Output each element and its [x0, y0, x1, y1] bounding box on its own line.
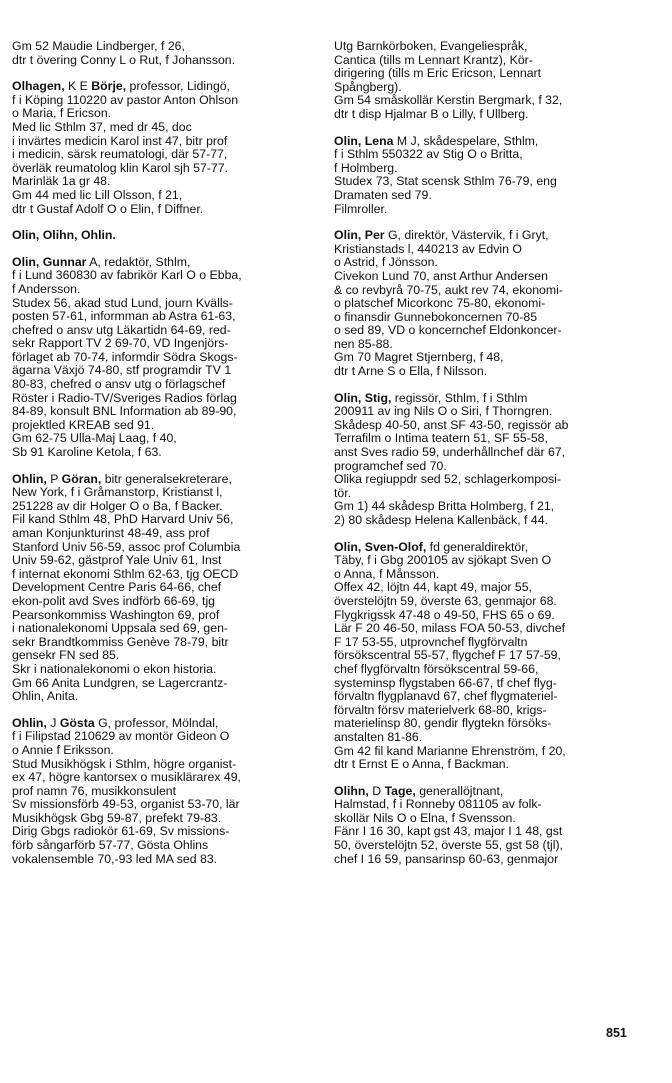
entry-line — [12, 364, 320, 378]
entry-line — [334, 40, 652, 54]
entry-line — [12, 513, 320, 527]
entry-line — [12, 486, 320, 500]
entry-line — [12, 677, 320, 691]
entry-text: G, professor, Mölndal, — [94, 715, 219, 730]
entry-text: sekr Rapport TV 2 69-70, VD Ingenjörs- — [12, 336, 229, 351]
entry-line — [12, 405, 320, 419]
entry-line — [12, 54, 320, 68]
entry-text: professor, Lidingö, — [126, 79, 231, 94]
entry-line — [12, 148, 320, 162]
entry-text: Fil kand Sthlm 48, PhD Harvard Univ 56, — [12, 512, 234, 527]
entry-line — [334, 554, 652, 568]
entry-line — [334, 758, 652, 772]
entry-text: o Maria, f Ericson. — [12, 106, 112, 121]
entry-line — [12, 432, 320, 446]
entry-text: projektled KREAB sed 91. — [12, 417, 155, 432]
entry-line — [334, 311, 652, 325]
entry-text: New York, f i Gråmanstorp, Kristianst l, — [12, 485, 223, 500]
entry-text: posten 57-61, informman ab Astra 61-63, — [12, 309, 236, 324]
entry-text: Skådesp 40-50, anst SF 43-50, regissör ab — [334, 417, 569, 432]
entry-name: Olin, Sven-Olof, — [334, 539, 427, 554]
entry-text: överläk reumatolog klin Karol sjh 57-77. — [12, 160, 228, 175]
entry-text: Gm 42 fil kand Marianne Ehrenström, f 20, — [334, 743, 566, 758]
entry-line — [334, 338, 652, 352]
entry-text: aman Konjunkturinst 48-49, ass prof — [12, 526, 210, 540]
entry-line — [12, 94, 320, 108]
entry-line — [334, 785, 652, 799]
entry-line — [334, 473, 652, 487]
entry-line — [334, 812, 652, 826]
entry-line — [334, 405, 652, 419]
entry-text: Pearsonkommiss Washington 69, prof — [12, 607, 220, 622]
entry-text: Univ 59-62, gästprof Yale Univ 61, Inst — [12, 553, 222, 568]
entry-line — [334, 568, 652, 582]
entry-text: skollär Nils O o Elna, f Svensson. — [334, 810, 516, 825]
biography-entry — [12, 256, 320, 460]
entry-line — [12, 758, 320, 772]
entry-text: Utg Barnkörboken, Evangeliespråk, — [334, 39, 528, 53]
entry-text: 80-83, chefred o ansv utg o förlagschef — [12, 377, 226, 392]
entry-line — [334, 94, 652, 108]
entry-name: Börje, — [91, 79, 127, 94]
entry-line — [334, 717, 652, 731]
entry-text: o Anna, f Månsson. — [334, 566, 440, 581]
entry-line — [334, 798, 652, 812]
entry-line — [12, 80, 320, 94]
entry-text: ekon-polit avd Sves indförb 66-69, tjg — [12, 593, 216, 608]
entry-text: f i Filipstad 210629 av montör Gideon O — [12, 729, 230, 744]
entry-text: generallöjtnant, — [415, 783, 504, 798]
entry-text: Kristianstads l, 440213 av Edvin O — [334, 241, 522, 256]
entry-name: Olin, Lena — [334, 133, 394, 148]
entry-text: o finansdir Gunnebokoncernen 70-85 — [334, 309, 538, 324]
entry-text: överstelöjtn 59, överste 63, genmajor 68. — [334, 593, 557, 608]
entry-line — [12, 798, 320, 812]
entry-text: 2) 80 skådesp Helena Kallenbäck, f 44. — [334, 513, 548, 527]
entry-line — [334, 690, 652, 704]
entry-line — [334, 581, 652, 595]
entry-text: Gm 1) 44 skådesp Britta Holmberg, f 21, — [334, 499, 555, 514]
entry-text: programchef sed 70. — [334, 458, 447, 473]
entry-line — [12, 541, 320, 555]
entry-text: Röster i Radio-TV/Sveriges Radios förlag — [12, 390, 237, 405]
entry-text: Gm 70 Magret Stjernberg, f 48, — [334, 350, 504, 365]
entry-line — [12, 135, 320, 149]
entry-line — [12, 663, 320, 677]
biography-entry — [12, 80, 320, 216]
entry-line — [334, 745, 652, 759]
entry-text: Gm 66 Anita Lundgren, se Lagercrantz- — [12, 675, 228, 690]
entry-text: Stud Musikhögsk i Sthlm, högre organist- — [12, 756, 237, 771]
entry-line — [334, 270, 652, 284]
entry-text: Gm 54 småskollär Kerstin Bergmark, f 32, — [334, 93, 563, 108]
entry-name: Olin, Olihn, Ohlin. — [12, 228, 116, 243]
entry-text: Med lic Sthlm 37, med dr 45, doc — [12, 119, 192, 134]
entry-text: regissör, Sthlm, f i Sthlm — [391, 390, 528, 405]
entry-text: f internat ekonomi Sthlm 62-63, tjg OECD — [12, 566, 239, 581]
entry-text: Cantica (tills m Lennart Krantz), Kör- — [334, 52, 533, 67]
entry-text: ägarna Växjö 74-80, stf programdir TV 1 — [12, 363, 232, 378]
entry-line — [334, 229, 652, 243]
entry-name: Göran, — [61, 471, 102, 486]
entry-line — [334, 500, 652, 514]
entry-line — [334, 189, 652, 203]
entry-text: Sv missionsförb 49-53, organist 53-70, lär — [12, 797, 240, 812]
entry-line — [334, 297, 652, 311]
entry-line — [12, 771, 320, 785]
entry-line — [334, 284, 652, 298]
entry-text: Skr i nationalekonomi o ekon historia. — [12, 661, 217, 676]
entry-name: Gösta — [59, 715, 95, 730]
entry-text: o sed 89, VD o koncernchef Eldonkoncer- — [334, 323, 562, 338]
entry-text: gensekr FN sed 85. — [12, 648, 120, 663]
entry-text: P — [46, 471, 62, 486]
entry-line — [12, 649, 320, 663]
entry-text: tör. — [334, 485, 352, 500]
entry-text: Civekon Lund 70, anst Arthur Andersen — [334, 268, 548, 283]
entry-text: Musikhögsk Gbg 59-87, prefekt 79-83. — [12, 810, 222, 825]
entry-line — [334, 636, 652, 650]
entry-text: fd generaldirektör, — [426, 539, 529, 554]
entry-line — [12, 473, 320, 487]
entry-line — [334, 419, 652, 433]
entry-text: bitr generalsekreterare, — [101, 471, 232, 486]
biography-entry — [12, 40, 320, 67]
entry-line — [12, 378, 320, 392]
entry-line — [12, 229, 320, 243]
entry-text: förvaltn flygplanavd 67, chef flygmateriel- — [334, 689, 558, 704]
entry-line — [12, 581, 320, 595]
entry-text: Fänr I 16 30, kapt gst 43, major I 1 48, gst — [334, 824, 563, 839]
entry-text: försökscentral 55-57, flygchef F 17 57-59, — [334, 648, 561, 663]
entry-text: Sb 91 Karoline Ketola, f 63. — [12, 445, 162, 460]
entry-text: 50, överstelöjtn 52, överste 55, gst 58 (tjl), — [334, 838, 563, 853]
entry-text: systeminsp flygstaben 66-67, tf chef flyg- — [334, 675, 557, 690]
entry-text: Marinläk 1a gr 48. — [12, 174, 111, 189]
biography-entry — [334, 229, 652, 379]
entry-text: K E — [64, 79, 92, 94]
entry-text: J — [46, 715, 60, 730]
entry-text: 251228 av dir Holger O o Ba, f Backer. — [12, 498, 223, 513]
entry-line — [334, 609, 652, 623]
entry-line — [12, 609, 320, 623]
entry-line — [12, 162, 320, 176]
entry-text: o Astrid, f Jönsson. — [334, 255, 438, 270]
biography-entry — [12, 473, 320, 704]
entry-text: anst Sves radio 59, underhållnchef där 67, — [334, 445, 566, 460]
entry-line — [12, 839, 320, 853]
entry-text: dtr t disp Hjalmar B o Lilly, f Ullberg. — [334, 106, 529, 121]
entry-name: Ohlin, — [12, 715, 47, 730]
entry-line — [12, 351, 320, 365]
entry-text: Halmstad, f i Ronneby 081105 av folk- — [334, 797, 542, 812]
entry-text: dtr t Ernst E o Anna, f Backman. — [334, 757, 509, 772]
entry-line — [334, 649, 652, 663]
entry-text: ex 47, högre kantorsex o musiklärarex 49, — [12, 770, 241, 785]
entry-text: G, direktör, Västervik, f i Gryt, — [384, 228, 549, 243]
entry-line — [334, 595, 652, 609]
entry-name: Ohlin, — [12, 471, 47, 486]
entry-line — [334, 663, 652, 677]
entry-line — [334, 67, 652, 81]
entry-text: o platschef Micorkonc 75-80, ekonomi- — [334, 296, 546, 311]
entry-line — [12, 107, 320, 121]
entry-line — [12, 500, 320, 514]
entry-text: D — [368, 783, 385, 798]
entry-text: prof namn 76, musikkonsulent — [12, 783, 177, 798]
entry-text: Lär F 20 46-50, milass FOA 50-53, divchef — [334, 621, 566, 636]
entry-line — [12, 446, 320, 460]
entry-text: Ohlin, Anita. — [12, 689, 79, 704]
entry-line — [12, 419, 320, 433]
entry-text: Studex 56, akad stud Lund, journ Kvälls- — [12, 295, 233, 310]
entry-line — [334, 432, 652, 446]
entry-text: Stanford Univ 56-59, assoc prof Columbia — [12, 539, 241, 554]
entry-text: dirigering (tills m Eric Ericson, Lennart — [334, 66, 542, 81]
entry-line — [12, 324, 320, 338]
entry-text: i invärtes medicin Karol inst 47, bitr prof — [12, 133, 228, 148]
entry-line — [334, 704, 652, 718]
entry-text: chef I 16 59, pansarinsp 60-63, genmajor — [334, 851, 559, 866]
entry-text: Dirig Gbgs radiokör 61-69, Sv missions- — [12, 824, 230, 839]
entry-text: A, redaktör, Sthlm, — [86, 254, 191, 269]
entry-text: chefred o ansv utg Läkartidn 64-69, red- — [12, 322, 231, 337]
entry-line — [12, 812, 320, 826]
entry-line — [334, 135, 652, 149]
entry-line — [12, 744, 320, 758]
entry-text: dtr t Gustaf Adolf O o Elin, f Diffner. — [12, 201, 204, 216]
entry-line — [12, 595, 320, 609]
entry-line — [334, 54, 652, 68]
entry-line — [12, 269, 320, 283]
entry-line — [334, 839, 652, 853]
entry-line — [334, 324, 652, 338]
entry-line — [12, 622, 320, 636]
page-number: 851 — [606, 1026, 627, 1040]
entry-text: Olika regiuppdr sed 52, schlagerkomposi- — [334, 472, 561, 487]
entry-line — [334, 731, 652, 745]
biography-entry — [334, 392, 652, 528]
entry-text: F 17 53-55, utprovnchef flygförvaltn — [334, 634, 528, 649]
biography-entry — [334, 40, 652, 122]
entry-name: Olihn, — [334, 783, 369, 798]
entry-text: i medicin, särsk reumatologi, där 57-77, — [12, 147, 228, 162]
entry-line — [334, 446, 652, 460]
entry-line — [334, 853, 652, 867]
entry-line — [12, 730, 320, 744]
entry-line — [334, 351, 652, 365]
entry-text: chef flygförvaltn försökscentral 59-66, — [334, 661, 539, 676]
biography-entry — [334, 135, 652, 217]
entry-line — [12, 40, 320, 54]
entry-line — [334, 677, 652, 691]
entry-line — [334, 108, 652, 122]
entry-text: Gm 52 Maudie Lindberger, f 26, — [12, 39, 185, 53]
entry-text: förvaltn försv materielverk 68-80, krigs- — [334, 702, 547, 717]
entry-text: nen 85-88. — [334, 336, 393, 351]
entry-line — [12, 853, 320, 867]
entry-line — [334, 243, 652, 257]
entry-text: Studex 73, Stat scensk Sthlm 76-79, eng — [334, 174, 557, 189]
entry-text: f i Lund 360830 av fabrikör Karl O o Ebba, — [12, 268, 242, 283]
entry-line — [334, 541, 652, 555]
entry-line — [334, 162, 652, 176]
entry-line — [12, 337, 320, 351]
entry-text: Filmroller. — [334, 201, 388, 216]
entry-name: Olin, Per — [334, 228, 385, 243]
entry-name: Olin, Stig, — [334, 390, 392, 405]
entry-line — [334, 487, 652, 501]
entry-text: förb sångarförb 57-77, Gösta Ohlins — [12, 838, 209, 853]
entry-name: Olin, Gunnar — [12, 254, 87, 269]
biography-entry — [334, 541, 652, 772]
entry-line — [12, 690, 320, 704]
entry-text: Offex 42, löjtn 44, kapt 49, major 55, — [334, 580, 533, 595]
entry-text: f i Köping 110220 av pastor Anton Ohlson — [12, 92, 239, 107]
entry-text: anstalten 81-86. — [334, 729, 423, 744]
entry-line — [12, 636, 320, 650]
entry-text: Terrafilm o Intima teatern 51, SF 55-58, — [334, 431, 548, 446]
entry-text: förlaget ab 70-74, informdir Södra Skogs- — [12, 349, 238, 364]
entry-line — [12, 785, 320, 799]
entry-line — [334, 825, 652, 839]
entry-text: Dramaten sed 79. — [334, 187, 432, 202]
entry-line — [12, 825, 320, 839]
entry-line — [334, 203, 652, 217]
entry-text: i nationalekonomi Uppsala sed 69, gen- — [12, 621, 229, 636]
entry-line — [12, 203, 320, 217]
entry-text: sekr Brandtkommiss Genève 78-79, bitr — [12, 634, 229, 649]
entry-line — [12, 175, 320, 189]
entry-line — [12, 121, 320, 135]
entry-text: o Annie f Eriksson. — [12, 742, 114, 757]
entry-text: 84-89, konsult BNL Information ab 89-90, — [12, 404, 237, 419]
entry-text: M J, skådespelare, Sthlm, — [393, 133, 539, 148]
entry-text: Gm 62-75 Ulla-Maj Laag, f 40, — [12, 431, 177, 446]
entry-line — [12, 283, 320, 297]
entry-line — [334, 392, 652, 406]
entry-text: Flygkrigssk 47-48 o 49-50, FHS 65 o 69. — [334, 607, 555, 622]
entry-text: f Andersson. — [12, 281, 81, 296]
entry-line — [12, 392, 320, 406]
entry-line — [12, 717, 320, 731]
entry-text: Gm 44 med lic Lill Olsson, f 21, — [12, 187, 183, 202]
entry-line — [12, 310, 320, 324]
entry-text: dtr t övering Conny L o Rut, f Johansson. — [12, 52, 236, 67]
entry-text: 200911 av ing Nils O o Siri, f Thorngren. — [334, 404, 553, 419]
entry-line — [334, 365, 652, 379]
entry-line — [12, 527, 320, 541]
entry-text: f Holmberg. — [334, 160, 398, 175]
entry-text: dtr t Arne S o Ella, f Nilsson. — [334, 364, 488, 379]
entry-text: materielinsp 80, gendir flygtekn försöks- — [334, 716, 552, 731]
entry-text: Development Centre Paris 64-66, chef — [12, 580, 222, 595]
entry-line — [12, 256, 320, 270]
entry-name: Tage, — [384, 783, 416, 798]
entry-text: vokalensemble 70,-93 led MA sed 83. — [12, 851, 218, 866]
entry-line — [334, 622, 652, 636]
biography-entry — [334, 785, 652, 867]
entry-line — [334, 175, 652, 189]
entry-line — [12, 554, 320, 568]
biography-entry — [12, 229, 320, 243]
entry-line — [334, 460, 652, 474]
entry-line — [334, 514, 652, 528]
entry-text: Spångberg). — [334, 79, 402, 94]
left-column — [12, 40, 320, 879]
entry-name: Olhagen, — [12, 79, 65, 94]
entry-line — [12, 568, 320, 582]
entry-text: f i Sthlm 550322 av Stig O o Britta, — [334, 147, 523, 162]
biography-entry — [12, 717, 320, 867]
entry-text: & co revbyrå 70-75, aukt rev 74, ekonomi- — [334, 282, 563, 297]
entry-line — [334, 256, 652, 270]
entry-line — [12, 189, 320, 203]
entry-line — [334, 81, 652, 95]
entry-line — [334, 148, 652, 162]
entry-text: Täby, f i Gbg 200105 av sjökapt Sven O — [334, 553, 552, 568]
entry-line — [12, 297, 320, 311]
right-column — [334, 40, 652, 879]
